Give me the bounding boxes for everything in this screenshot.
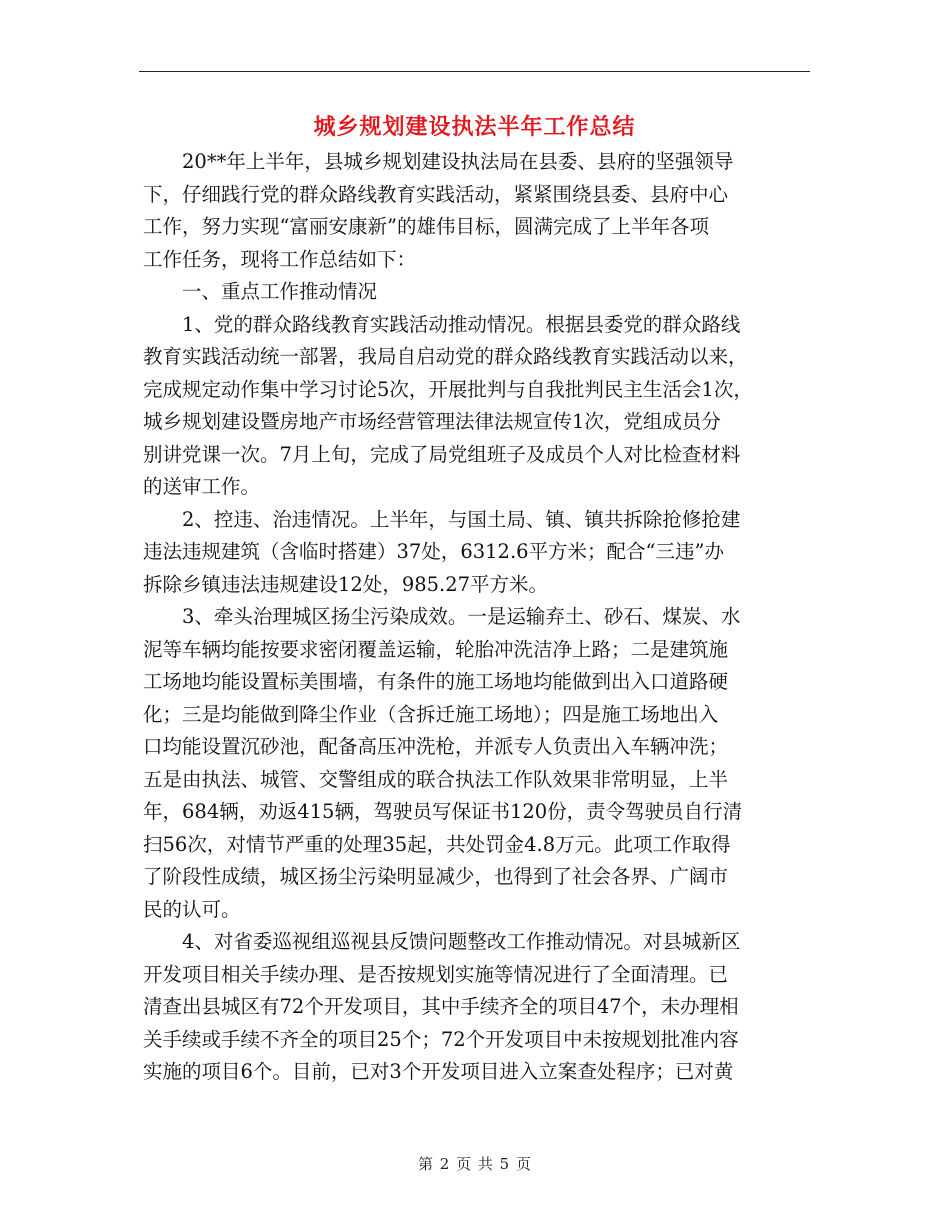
body-line: 20**年上半年，县城乡规划建设执法局在县委、县府的坚强领导 [182,150,734,173]
body-line: 城乡规划建设暨房地产市场经营管理法律法规宣传1次，党组成员分 [143,410,721,433]
body-line: 扫56次，对情节严重的处理35起，共处罚金4.8万元。此项工作取得 [143,832,731,856]
body-line: 4、对省委巡视组巡视县反馈问题整改工作推动情况。对县城新区 [182,930,741,953]
body-line: 别讲党课一次。7月上旬，完成了局党组班子及成员个人对比检查材料 [143,442,741,466]
body-line: 教育实践活动统一部署，我局自启动党的群众路线教育实践活动以来， [143,345,748,368]
body-line: 下，仔细践行党的群众路线教育实践活动，紧紧围绕县委、县府中心 [143,182,729,206]
body-line: 泥等车辆均能按要求密闭覆盖运输，轮胎冲洗洁净上路；二是建筑施 [143,637,729,661]
body-line: 实施的项目6个。目前，已对3个开发项目进入立案查处程序；已对黄 [143,1060,734,1083]
body-line: 清查出县城区有72个开发项目，其中手续齐全的项目47个，未办理相 [143,995,739,1018]
top-divider [139,71,810,72]
body-line: 2、控违、治违情况。上半年，与国土局、镇、镇共拆除抢修抢建 [182,507,741,531]
body-line: 口均能设置沉砂池，配备高压冲洗枪，并派专人负责出入车辆冲洗； [143,735,729,758]
body-line: 违法违规建筑（含临时搭建）37处，6312.6平方米；配合“三违”办 [143,540,724,563]
body-line: 化；三是均能做到降尘作业（含拆迁施工场地）；四是施工场地出入 [143,702,719,726]
body-line: 五是由执法、城管、交警组成的联合执法工作队效果非常明显，上半 [143,767,729,791]
body-line: 工作，努力实现“富丽安康新”的雄伟目标，圆满完成了上半年各项 [143,215,709,238]
document-body [143,146,813,1089]
page-number: 第 2 页 共 5 页 [418,1155,532,1173]
body-line: 年，684辆，劝返415辆，驾驶员写保证书120份，责令驾驶员自行清 [143,800,743,823]
body-line: 开发项目相关手续办理、是否按规划实施等情况进行了全面清理。已 [143,962,729,986]
body-line: 3、牵头治理城区扬尘污染成效。一是运输弃土、砂石、煤炭、水 [182,605,741,628]
body-line: 工场地均能设置标美围墙，有条件的施工场地均能做到出入口道路硬 [143,670,729,693]
body-line: 民的认可。 [143,897,241,921]
body-line: 1、党的群众路线教育实践活动推动情况。根据县委党的群众路线 [182,312,741,336]
body-line: 拆除乡镇违法违规建设12处，985.27平方米。 [143,572,549,596]
body-line: 的送审工作。 [143,475,261,498]
body-line: 了阶段性成绩，城区扬尘污染明显减少，也得到了社会各界、广阔市 [143,865,729,888]
document-title: 城乡规划建设执法半年工作总结 [313,114,636,140]
body-line: 工作任务，现将工作总结如下： [143,247,417,271]
body-line: 一、重点工作推动情况 [182,280,378,303]
body-line: 关手续或手续不齐全的项目25个；72个开发项目中未按规划批准内容 [143,1027,739,1051]
body-line: 完成规定动作集中学习讨论5次，开展批判与自我批判民主生活会1次， [143,377,753,401]
